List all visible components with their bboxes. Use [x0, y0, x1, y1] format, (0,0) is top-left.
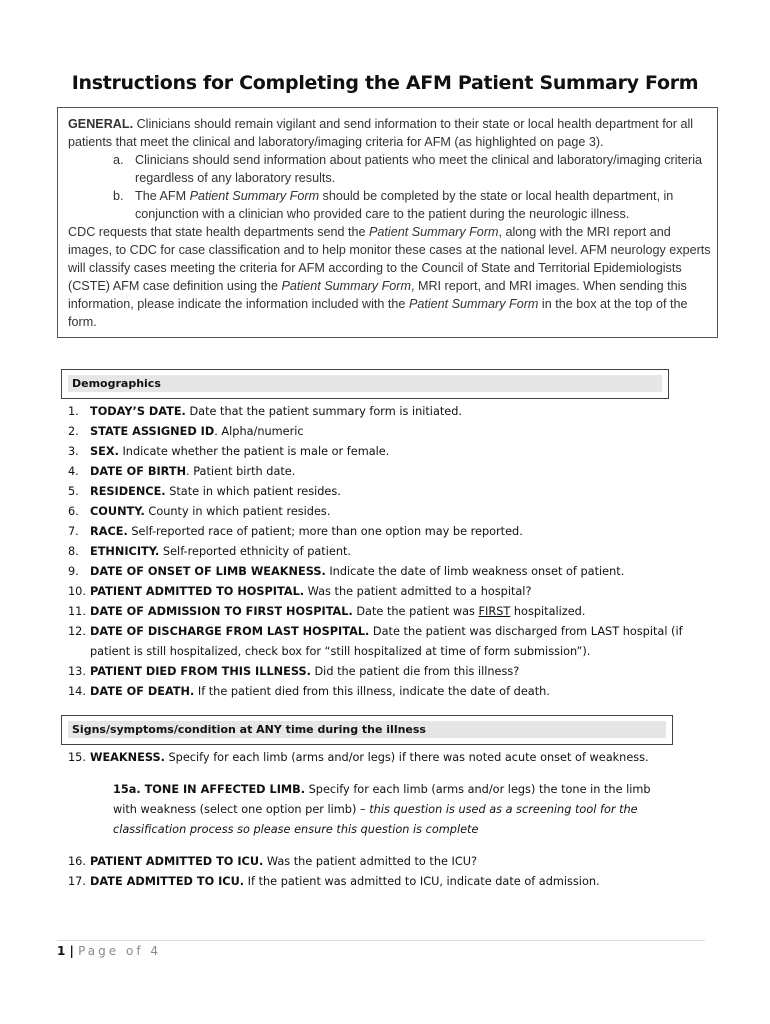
list-item: 16. PATIENT ADMITTED TO ICU. Was the patient admitted to the ICU? [68, 855, 478, 868]
list-item: 3. SEX. Indicate whether the patient is male or female. [68, 445, 390, 458]
page-title: Instructions for Completing the AFM Patient Summary Form [71, 72, 699, 94]
list-item: 13. PATIENT DIED FROM THIS ILLNESS. Did the patient die from this illness? [68, 665, 520, 678]
cdc-request-paragraph: CDC requests that state health departments send the Patient Summary Form, along with the MRI report and images, to CDC for case classification and to help monitor these cases at the national level. AFM neurology experts will classify cases meeting the criteria for AFM according to the Council of State and Territorial Epidemiologists (CSTE) AFM case definition using the Patient Summary Form, MRI report, and MRI images. When sending this information, please indicate the information included with the Patient Summary Form in the box at the top of the form. [68, 225, 711, 329]
list-item: 1. TODAY’S DATE. Date that the patient summary form is initiated. [68, 405, 463, 418]
list-item: 5. RESIDENCE. State in which patient resides. [68, 485, 341, 498]
general-label: GENERAL. [68, 117, 134, 131]
list-item: 9. DATE OF ONSET OF LIMB WEAKNESS. Indicate the date of limb weakness onset of patient. [68, 565, 625, 578]
general-item-a: a. Clinicians should send information about patients who meet the clinical and laboratory/imaging criteria regardless of any laboratory results. [113, 153, 703, 185]
demographics-section-header: Demographics [61, 369, 669, 399]
general-item-b: b. The AFM Patient Summary Form should be completed by the state or local health department, in conjunction with a clinician who provided care to the patient during the neurologic illness. [113, 189, 674, 221]
list-item: 7. RACE. Self-reported race of patient; more than one option may be reported. [68, 525, 523, 538]
demographics-list [68, 402, 700, 702]
signs-section-header: Signs/symptoms/condition at ANY time during the illness [61, 715, 673, 745]
signs-item-15a: 15a. TONE IN AFFECTED LIMB. Specify for each limb (arms and/or legs) the tone in the limb with weakness (select one option per limb) – this question is used as a screening tool for the classification process so please ensure this question is complete [113, 783, 651, 836]
list-item: 17. DATE ADMITTED TO ICU. If the patient was admitted to ICU, indicate date of admission. [68, 875, 600, 888]
page-footer: 1 | Page of 4 [57, 944, 161, 958]
footer-divider [57, 940, 705, 941]
list-item: 2. STATE ASSIGNED ID. Alpha/numeric [68, 425, 304, 438]
list-item: 11. DATE OF ADMISSION TO FIRST HOSPITAL. Date the patient was FIRST hospitalized. [68, 605, 586, 618]
general-instructions-box [57, 107, 718, 338]
list-item: 8. ETHNICITY. Self-reported ethnicity of patient. [68, 545, 352, 558]
list-item: 12. DATE OF DISCHARGE FROM LAST HOSPITAL. Date the patient was discharged from LAST hospital (if patient is still hospitalized, check box for “still hospitalized at time of form submission”). [68, 625, 683, 658]
list-item: 14. DATE OF DEATH. If the patient died from this illness, indicate the date of death. [68, 685, 550, 698]
signs-list [68, 852, 600, 892]
signs-item-15 [68, 748, 649, 768]
list-item: 15. WEAKNESS. Specify for each limb (arms and/or legs) if there was noted acute onset of weakness. [68, 751, 649, 764]
list-item: 10. PATIENT ADMITTED TO HOSPITAL. Was the patient admitted to a hospital? [68, 585, 532, 598]
list-item: 4. DATE OF BIRTH. Patient birth date. [68, 465, 296, 478]
general-intro: GENERAL. Clinicians should remain vigilant and send information to their state or local health department for all patients that meet the clinical and laboratory/imaging criteria for AFM (as highlighted on page 3). [68, 117, 694, 149]
list-item: 6. COUNTY. County in which patient resides. [68, 505, 331, 518]
